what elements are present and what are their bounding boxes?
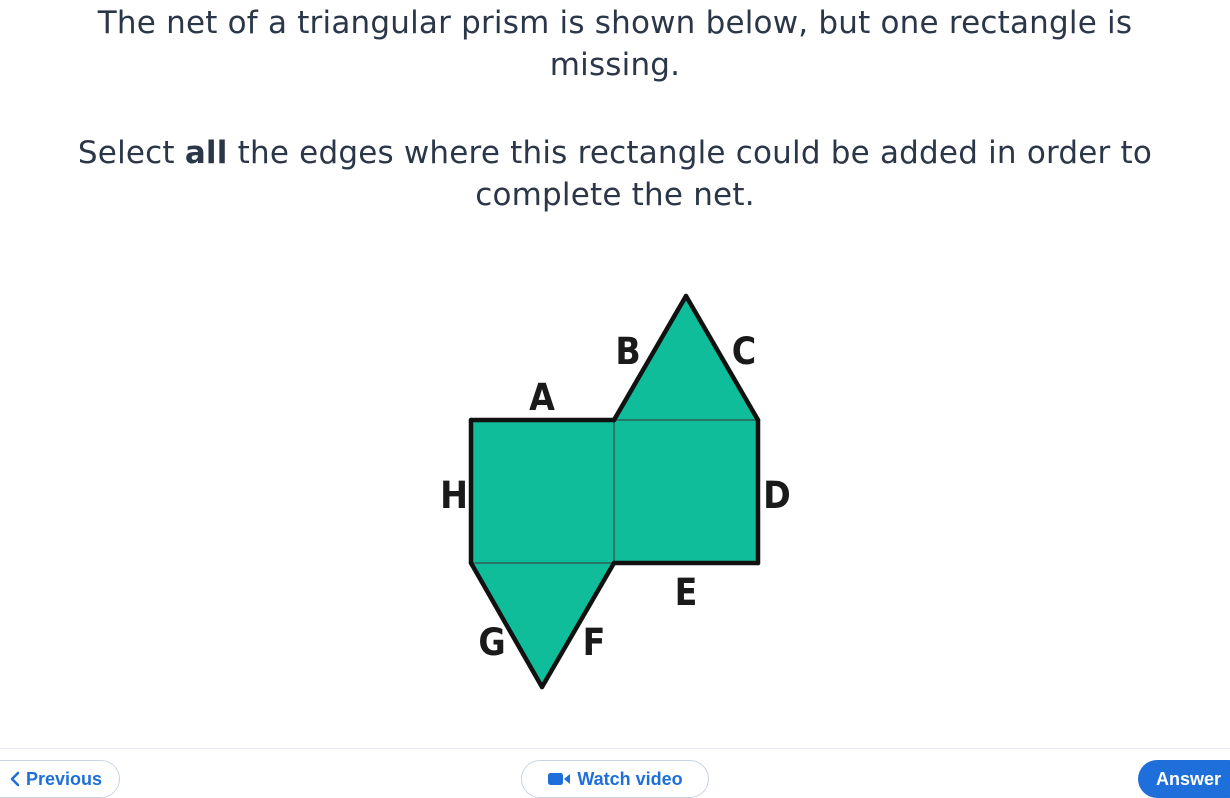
answer-button-label: Answer: [1156, 768, 1222, 789]
right-rectangle-face: [614, 420, 758, 563]
footer-divider: [0, 748, 1230, 749]
instruction-emphasis: all: [184, 135, 228, 171]
answer-button[interactable]: [1138, 760, 1230, 798]
edge-label-f: F: [582, 621, 606, 664]
edge-label-c: C: [731, 330, 757, 373]
watch-video-button-label: Watch video: [577, 768, 683, 789]
video-camera-icon: [547, 772, 571, 786]
left-rectangle-face: [471, 420, 614, 563]
edge-label-b: B: [615, 330, 641, 373]
edge-label-d: D: [763, 474, 791, 517]
previous-button-label: Previous: [25, 768, 103, 789]
chevron-left-icon: [10, 771, 20, 787]
edge-label-a: A: [529, 376, 555, 419]
question-instruction-line-2: complete the net.: [475, 177, 755, 213]
edge-label-h: H: [440, 474, 468, 517]
watch-video-button[interactable]: [521, 760, 709, 798]
question-intro-line-2: missing.: [549, 47, 681, 83]
previous-button[interactable]: [0, 760, 120, 798]
edge-label-e: E: [674, 571, 698, 614]
edge-label-g: G: [478, 621, 506, 664]
question-intro-line-1: The net of a triangular prism is shown below, but one rectangle is: [97, 5, 1133, 41]
instruction-suffix: the edges where this rectangle could be added in order to: [227, 135, 1153, 171]
instruction-prefix: Select: [77, 135, 185, 171]
